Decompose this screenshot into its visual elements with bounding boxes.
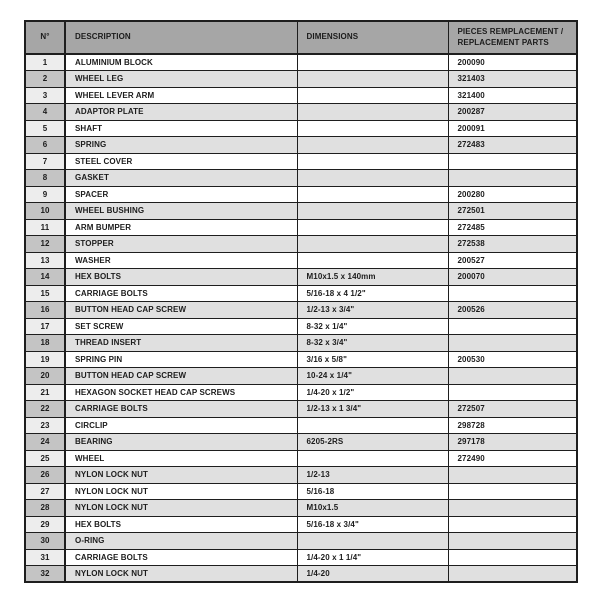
cell-dimensions: [297, 54, 448, 71]
table-row: [25, 384, 577, 401]
cell-parts: 297178: [448, 434, 577, 451]
cell-parts: [448, 566, 577, 583]
cell-num: 21: [25, 384, 65, 401]
cell-parts: [448, 500, 577, 517]
table-row: [25, 549, 577, 566]
cell-num: 25: [25, 450, 65, 467]
cell-description: NYLON LOCK NUT: [65, 566, 297, 583]
cell-dimensions: 1/4-20: [297, 566, 448, 583]
cell-parts: [448, 483, 577, 500]
table-row: [25, 137, 577, 154]
column-header-number: N°: [25, 21, 65, 54]
parts-table-body: [25, 54, 577, 582]
table-row: [25, 203, 577, 220]
table-row: [25, 401, 577, 418]
cell-num: 28: [25, 500, 65, 517]
cell-description: HEX BOLTS: [65, 269, 297, 286]
cell-description: NYLON LOCK NUT: [65, 483, 297, 500]
table-row: [25, 54, 577, 71]
cell-num: 13: [25, 252, 65, 269]
table-row: [25, 434, 577, 451]
table-row: [25, 417, 577, 434]
cell-dimensions: [297, 203, 448, 220]
cell-description: GASKET: [65, 170, 297, 187]
table-row: [25, 71, 577, 88]
cell-num: 10: [25, 203, 65, 220]
table-row: [25, 335, 577, 352]
table-row: [25, 533, 577, 550]
cell-dimensions: 3/16 x 5/8": [297, 351, 448, 368]
cell-description: SET SCREW: [65, 318, 297, 335]
cell-description: SPRING PIN: [65, 351, 297, 368]
cell-dimensions: [297, 170, 448, 187]
cell-description: WHEEL: [65, 450, 297, 467]
table-row: [25, 252, 577, 269]
cell-description: STEEL COVER: [65, 153, 297, 170]
cell-description: WASHER: [65, 252, 297, 269]
table-row: [25, 104, 577, 121]
cell-num: 29: [25, 516, 65, 533]
cell-description: SPRING: [65, 137, 297, 154]
header-row: [25, 21, 577, 54]
cell-dimensions: M10x1.5: [297, 500, 448, 517]
cell-parts: 321403: [448, 71, 577, 88]
cell-description: ADAPTOR PLATE: [65, 104, 297, 121]
cell-dimensions: [297, 104, 448, 121]
cell-dimensions: [297, 186, 448, 203]
cell-parts: [448, 384, 577, 401]
table-row: [25, 467, 577, 484]
cell-num: 14: [25, 269, 65, 286]
table-row: [25, 318, 577, 335]
cell-num: 11: [25, 219, 65, 236]
table-row: [25, 285, 577, 302]
cell-parts: 200070: [448, 269, 577, 286]
cell-dimensions: 1/4-20 x 1/2": [297, 384, 448, 401]
cell-parts: [448, 318, 577, 335]
cell-description: STOPPER: [65, 236, 297, 253]
cell-description: NYLON LOCK NUT: [65, 467, 297, 484]
cell-num: 18: [25, 335, 65, 352]
cell-num: 3: [25, 87, 65, 104]
cell-parts: [448, 285, 577, 302]
table-row: [25, 368, 577, 385]
cell-parts: [448, 335, 577, 352]
table-row: [25, 219, 577, 236]
table-row: [25, 566, 577, 583]
table-row: [25, 153, 577, 170]
cell-num: 12: [25, 236, 65, 253]
cell-dimensions: [297, 71, 448, 88]
cell-description: BUTTON HEAD CAP SCREW: [65, 368, 297, 385]
cell-dimensions: 6205-2RS: [297, 434, 448, 451]
cell-dimensions: [297, 153, 448, 170]
cell-dimensions: [297, 87, 448, 104]
table-row: [25, 120, 577, 137]
cell-description: CARRIAGE BOLTS: [65, 285, 297, 302]
cell-dimensions: [297, 450, 448, 467]
table-row: [25, 87, 577, 104]
cell-parts: 272490: [448, 450, 577, 467]
cell-dimensions: [297, 252, 448, 269]
cell-parts: 272501: [448, 203, 577, 220]
cell-dimensions: 1/2-13: [297, 467, 448, 484]
cell-parts: [448, 549, 577, 566]
cell-dimensions: 1/4-20 x 1 1/4": [297, 549, 448, 566]
cell-parts: 298728: [448, 417, 577, 434]
cell-num: 19: [25, 351, 65, 368]
cell-description: BEARING: [65, 434, 297, 451]
cell-parts: 200527: [448, 252, 577, 269]
column-header-description: DESCRIPTION: [65, 21, 297, 54]
table-row: [25, 351, 577, 368]
cell-num: 16: [25, 302, 65, 319]
cell-description: BUTTON HEAD CAP SCREW: [65, 302, 297, 319]
cell-parts: [448, 153, 577, 170]
cell-num: 5: [25, 120, 65, 137]
cell-num: 1: [25, 54, 65, 71]
cell-parts: [448, 467, 577, 484]
table-row: [25, 269, 577, 286]
cell-num: 4: [25, 104, 65, 121]
cell-dimensions: [297, 137, 448, 154]
table-row: [25, 186, 577, 203]
cell-dimensions: 5/16-18: [297, 483, 448, 500]
cell-parts: 200530: [448, 351, 577, 368]
cell-description: ALUMINIUM BLOCK: [65, 54, 297, 71]
parts-list-table-container: [24, 20, 576, 583]
table-row: [25, 236, 577, 253]
parts-table-header: [25, 21, 577, 54]
cell-parts: 272507: [448, 401, 577, 418]
cell-description: HEX BOLTS: [65, 516, 297, 533]
cell-parts: 272483: [448, 137, 577, 154]
cell-description: NYLON LOCK NUT: [65, 500, 297, 517]
cell-description: CIRCLIP: [65, 417, 297, 434]
column-header-parts: PIECES REMPLACEMENT / REPLACEMENT PARTS: [448, 21, 577, 54]
cell-num: 24: [25, 434, 65, 451]
cell-num: 15: [25, 285, 65, 302]
cell-description: ARM BUMPER: [65, 219, 297, 236]
cell-parts: 272538: [448, 236, 577, 253]
cell-parts: 272485: [448, 219, 577, 236]
cell-description: CARRIAGE BOLTS: [65, 401, 297, 418]
cell-num: 23: [25, 417, 65, 434]
cell-dimensions: 5/16-18 x 4 1/2": [297, 285, 448, 302]
cell-dimensions: [297, 417, 448, 434]
cell-dimensions: [297, 236, 448, 253]
cell-dimensions: [297, 533, 448, 550]
cell-description: THREAD INSERT: [65, 335, 297, 352]
cell-num: 20: [25, 368, 65, 385]
cell-description: WHEEL LEVER ARM: [65, 87, 297, 104]
cell-description: WHEEL LEG: [65, 71, 297, 88]
cell-dimensions: 1/2-13 x 1 3/4": [297, 401, 448, 418]
cell-description: CARRIAGE BOLTS: [65, 549, 297, 566]
cell-parts: [448, 170, 577, 187]
cell-num: 6: [25, 137, 65, 154]
cell-dimensions: [297, 219, 448, 236]
table-row: [25, 302, 577, 319]
cell-num: 7: [25, 153, 65, 170]
cell-dimensions: 10-24 x 1/4": [297, 368, 448, 385]
cell-num: 8: [25, 170, 65, 187]
table-row: [25, 170, 577, 187]
cell-num: 32: [25, 566, 65, 583]
cell-description: O-RING: [65, 533, 297, 550]
cell-num: 2: [25, 71, 65, 88]
cell-parts: [448, 368, 577, 385]
cell-description: WHEEL BUSHING: [65, 203, 297, 220]
cell-num: 17: [25, 318, 65, 335]
cell-num: 9: [25, 186, 65, 203]
cell-parts: 200091: [448, 120, 577, 137]
cell-parts: 200090: [448, 54, 577, 71]
column-header-dimensions: DIMENSIONS: [297, 21, 448, 54]
cell-dimensions: 1/2-13 x 3/4": [297, 302, 448, 319]
cell-parts: 200526: [448, 302, 577, 319]
cell-num: 30: [25, 533, 65, 550]
cell-parts: [448, 533, 577, 550]
cell-parts: 200287: [448, 104, 577, 121]
cell-parts: [448, 516, 577, 533]
parts-table: [24, 20, 578, 583]
cell-dimensions: 8-32 x 3/4": [297, 335, 448, 352]
cell-parts: 321400: [448, 87, 577, 104]
cell-description: SHAFT: [65, 120, 297, 137]
cell-description: HEXAGON SOCKET HEAD CAP SCREWS: [65, 384, 297, 401]
table-row: [25, 500, 577, 517]
cell-num: 26: [25, 467, 65, 484]
cell-num: 27: [25, 483, 65, 500]
cell-dimensions: 8-32 x 1/4": [297, 318, 448, 335]
table-row: [25, 450, 577, 467]
table-row: [25, 483, 577, 500]
cell-num: 31: [25, 549, 65, 566]
table-row: [25, 516, 577, 533]
cell-dimensions: M10x1.5 x 140mm: [297, 269, 448, 286]
cell-dimensions: 5/16-18 x 3/4": [297, 516, 448, 533]
cell-parts: 200280: [448, 186, 577, 203]
cell-dimensions: [297, 120, 448, 137]
cell-num: 22: [25, 401, 65, 418]
cell-description: SPACER: [65, 186, 297, 203]
